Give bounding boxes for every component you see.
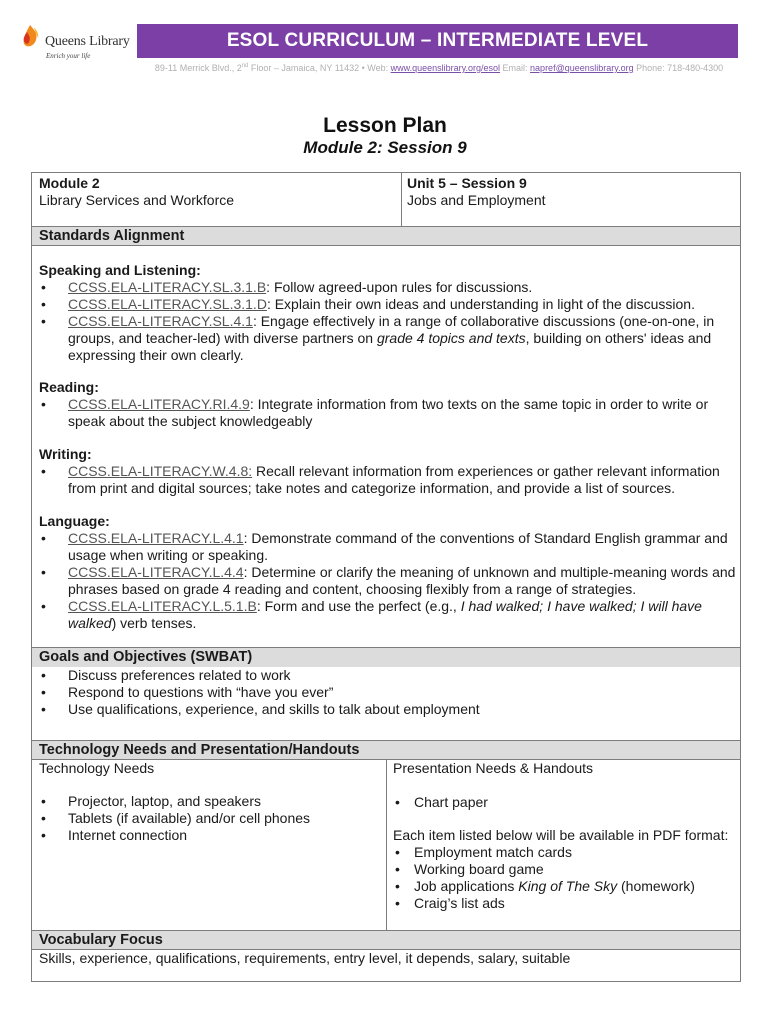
list-item: • CCSS.ELA-LITERACY.W.4.8: Recall relevant information from experiences or gather relevant information from print and digital sources; take notes and categorize information, and provide a list of sources. xyxy=(39,463,735,497)
list-item: • CCSS.ELA-LITERACY.SL.3.1.B: Follow agreed-upon rules for discussions. xyxy=(39,279,735,296)
list-item: • CCSS.ELA-LITERACY.L.4.4: Determine or clarify the meaning of unknown and multiple-meaning words and phrases based on grade 4 reading and content, choosing flexibly from a range of strategies. xyxy=(39,564,737,598)
list-item: • Working board game xyxy=(393,861,738,878)
logo-tagline: Enrich your life xyxy=(46,52,91,60)
logo-name: Queens Library xyxy=(45,34,130,49)
goals-section xyxy=(39,667,735,718)
list-item: • CCSS.ELA-LITERACY.SL.4.1: Engage effectively in a range of collaborative discussions (one-on-one, in groups, and teacher-led) with diverse partners on grade 4 topics and texts, building on others' ideas and expressing their own clearly. xyxy=(39,313,735,364)
page-title: Lesson Plan xyxy=(323,114,447,137)
technology-heading: Technology Needs and Presentation/Handouts xyxy=(32,740,740,760)
list-item: • Job applications King of The Sky (homework) xyxy=(393,878,738,895)
vocabulary-heading: Vocabulary Focus xyxy=(32,930,740,950)
unit-value: Jobs and Employment xyxy=(407,192,546,208)
standard-link[interactable]: CCSS.ELA-LITERACY.L.5.1.B xyxy=(68,598,257,614)
module-value: Library Services and Workforce xyxy=(39,192,235,208)
list-item: • Projector, laptop, and speakers xyxy=(39,793,379,810)
tech-needs-label: Technology Needs xyxy=(39,760,155,776)
list-item: • Craig’s list ads xyxy=(393,895,738,912)
pdf-note: Each item listed below will be available in PDF format: xyxy=(393,827,729,843)
reading-label: Reading: xyxy=(39,379,99,395)
list-item: • Use qualifications, experience, and skills to talk about employment xyxy=(39,701,735,718)
speaking-section xyxy=(39,262,735,364)
queens-library-logo xyxy=(18,22,130,66)
curriculum-banner: ESOL CURRICULUM – INTERMEDIATE LEVEL xyxy=(137,24,738,58)
writing-section xyxy=(39,446,735,497)
list-item: • CCSS.ELA-LITERACY.L.5.1.B: Form and use the perfect (e.g., I had walked; I have walked; I will have walked) verb tenses. xyxy=(39,598,737,632)
list-item: • Respond to questions with “have you ever” xyxy=(39,684,735,701)
technology-divider xyxy=(386,760,387,930)
standard-link[interactable]: CCSS.ELA-LITERACY.L.4.4 xyxy=(68,564,244,580)
standard-link[interactable]: CCSS.ELA-LITERACY.W.4.8: xyxy=(68,463,253,479)
contact-line: 89-11 Merrick Blvd., 2nd Floor – Jamaica, NY 11432 • Web: www.queenslibrary.org/esol Email: napref@queenslibrary.org Phone: 718-480-4300 xyxy=(154,63,724,73)
standard-link[interactable]: CCSS.ELA-LITERACY.SL.4.1 xyxy=(68,313,253,329)
standard-link[interactable]: CCSS.ELA-LITERACY.SL.3.1.B xyxy=(68,279,267,295)
unit-label: Unit 5 – Session 9 xyxy=(407,175,527,191)
list-item: • Internet connection xyxy=(39,827,379,844)
list-item: • Tablets (if available) and/or cell phones xyxy=(39,810,379,827)
list-item: • Discuss preferences related to work xyxy=(39,667,735,684)
language-label: Language: xyxy=(39,513,110,529)
page-subtitle: Module 2: Session 9 xyxy=(303,138,467,157)
list-item: • CCSS.ELA-LITERACY.RI.4.9: Integrate information from two texts on the same topic in order to write or speak about the subject knowledgeably xyxy=(39,396,735,430)
standards-heading: Standards Alignment xyxy=(32,226,740,246)
goals-heading: Goals and Objectives (SWBAT) xyxy=(32,647,740,667)
reading-section xyxy=(39,379,735,430)
writing-label: Writing: xyxy=(39,446,92,462)
vocabulary-text: Skills, experience, qualifications, requirements, entry level, it depends, salary, suitable xyxy=(39,950,571,966)
unit-cell xyxy=(407,175,546,209)
website-link[interactable]: www.queenslibrary.org/esol xyxy=(390,63,501,73)
module-cell xyxy=(39,175,234,209)
presentation-label: Presentation Needs & Handouts xyxy=(393,760,594,776)
presentation-cell xyxy=(393,760,738,912)
standard-link[interactable]: CCSS.ELA-LITERACY.L.4.1 xyxy=(68,530,244,546)
overview-divider xyxy=(401,173,402,226)
list-item: • CCSS.ELA-LITERACY.L.4.1: Demonstrate command of the conventions of Standard English grammar and usage when writing or speaking. xyxy=(39,530,737,564)
standard-link[interactable]: CCSS.ELA-LITERACY.SL.3.1.D xyxy=(68,296,267,312)
list-item: • CCSS.ELA-LITERACY.SL.3.1.D: Explain their own ideas and understanding in light of the discussion. xyxy=(39,296,735,313)
tech-needs-cell xyxy=(39,760,379,844)
speaking-label: Speaking and Listening: xyxy=(39,262,201,278)
list-item: • Employment match cards xyxy=(393,844,738,861)
email-link[interactable]: napref@queenslibrary.org xyxy=(530,63,634,73)
module-label: Module 2 xyxy=(39,175,100,191)
flame-logo-icon xyxy=(18,24,42,50)
list-item: • Chart paper xyxy=(393,794,738,811)
language-section xyxy=(39,513,737,632)
standard-link[interactable]: CCSS.ELA-LITERACY.RI.4.9 xyxy=(68,396,250,412)
